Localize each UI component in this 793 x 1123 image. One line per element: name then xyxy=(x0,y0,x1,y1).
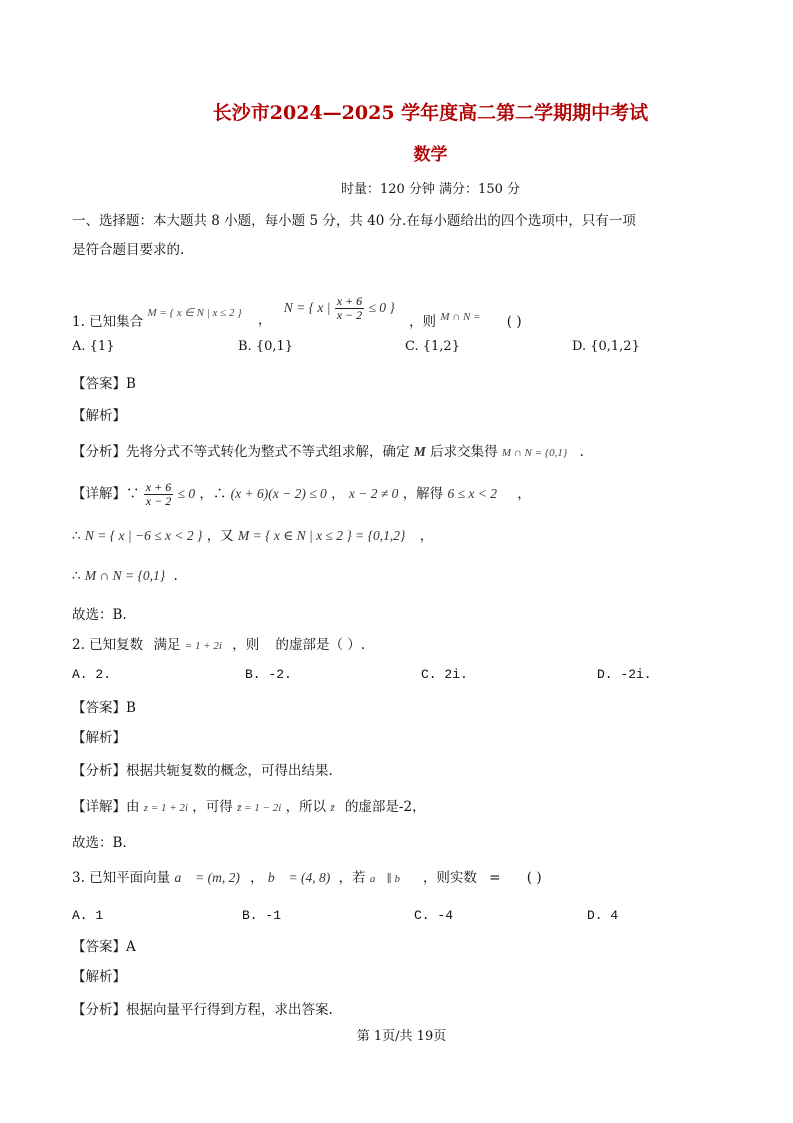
q3-if: ，若 xyxy=(338,870,366,886)
q1-option-a: A. {1} xyxy=(72,339,115,354)
q1-detail-d: ， xyxy=(331,486,345,502)
q1-detail-a: ≤ 0 xyxy=(177,486,196,501)
q1-analysis xyxy=(72,442,584,463)
question-1 xyxy=(72,296,522,336)
q1-paren: ( ) xyxy=(506,314,522,330)
q2-detail-c: ，可得 xyxy=(192,799,233,815)
q3-comma: ， xyxy=(250,870,264,886)
q3-prefix: 3. 已知平面向量 xyxy=(72,870,171,886)
q2-choice: 故选：B. xyxy=(72,835,127,851)
q1-detail-label: 【详解】∵ xyxy=(72,486,140,502)
q3-vec-b: b⃗ = (4, 8) xyxy=(267,870,331,885)
q1-detail xyxy=(72,476,531,512)
q2-then: ，则 xyxy=(232,637,260,653)
q2-option-c: C. 2i. xyxy=(421,667,468,682)
q1-line2-a: ∴ xyxy=(72,528,81,544)
q2-option-a: A. 2. xyxy=(72,667,112,682)
q1-choice: 故选：B. xyxy=(72,607,127,623)
section-heading-line2: 是符合题目要求的. xyxy=(72,242,185,258)
q1-detail-h: ， xyxy=(517,486,531,502)
q3-answer: 【答案】A xyxy=(72,939,136,955)
q1-line3-b: M ∩ N = {0,1} xyxy=(84,568,166,583)
q2-option-d: D. -2i. xyxy=(597,667,652,682)
q1-analysis-mid: 后求交集得 xyxy=(430,444,498,460)
q2-option-b: B. -2. xyxy=(245,667,292,682)
question-3 xyxy=(72,868,542,889)
q2-tail: 的虚部是（ ）. xyxy=(275,637,366,653)
q1-line3-c: . xyxy=(173,568,178,584)
q3-option-c: C. -4 xyxy=(414,908,454,923)
q1-line3-a: ∴ xyxy=(72,568,81,584)
q1-analysis-expr: M ∩ N = {0,1} xyxy=(501,447,568,459)
q1-prefix: 1. 已知集合 xyxy=(72,314,144,330)
q1-detail-line3 xyxy=(72,566,178,586)
q1-line2-e: ， xyxy=(419,528,434,544)
q1-detail-line2 xyxy=(72,526,433,546)
q1-set-n-right: ≤ 0 } xyxy=(368,300,395,315)
q2-detail-a: 【详解】由 xyxy=(72,799,140,815)
q1-detail-fraction xyxy=(144,481,173,508)
q3-option-b: B. -1 xyxy=(242,908,282,923)
question-2 xyxy=(72,635,365,656)
q2-answer: 【答案】B xyxy=(72,700,136,716)
q1-frac-num: x + 6 xyxy=(336,294,363,308)
q2-detail-d: z̄ = 1 − 2i xyxy=(237,802,282,814)
q3-option-a: A. 1 xyxy=(72,908,104,923)
q3-then: ，则实数 xyxy=(422,870,477,886)
q2-detail-g: 的虚部是-2， xyxy=(344,799,426,815)
q1-comma: ， xyxy=(257,312,272,328)
q3-analysis: 【分析】根据向量平行得到方程，求出答案. xyxy=(72,1002,333,1018)
q1-set-m: M = { x ∈ N | x ≤ 2 } xyxy=(147,307,242,319)
q1-answer: 【答案】B xyxy=(72,376,136,392)
q1-then: ，则 xyxy=(409,314,437,330)
q1-detail-f: ，解得 xyxy=(402,486,444,502)
q1-detail-b: ，∴ xyxy=(199,486,227,502)
q1-option-d: D. {0,1,2} xyxy=(572,339,640,354)
q1-detail-e: x − 2 ≠ 0 xyxy=(348,486,399,501)
q2-analysis: 【分析】根据共轭复数的概念，可得出结果. xyxy=(72,763,333,779)
q3-paren: ( ) xyxy=(526,870,542,886)
q1-fraction xyxy=(335,295,364,322)
q2-detail-f: z̄ xyxy=(330,802,335,814)
q1-analysis-m: M xyxy=(413,444,426,459)
section-heading-line1: 一、选择题：本大题共 8 小题，每小题 5 分，共 40 分.在每小题给出的四个选项中，只有一项 xyxy=(72,213,636,229)
q3-parallel: a⃗ ∥ b⃗ xyxy=(369,873,409,885)
q1-analysis-label: 【解析】 xyxy=(72,408,126,424)
q2-detail xyxy=(72,797,426,818)
page-footer: 第 1页/共 19页 xyxy=(356,1029,447,1044)
subject-title: 数学 xyxy=(413,145,448,165)
q2-mid: 满足 xyxy=(153,637,181,653)
q1-frac-den: x − 2 xyxy=(336,308,363,322)
q1-detail-frac-num: x + 6 xyxy=(145,480,172,494)
q1-option-b: B. {0,1} xyxy=(238,339,294,354)
q1-set-n xyxy=(284,288,395,328)
q1-analysis-text: 【分析】先将分式不等式转化为整式不等式组求解，确定 xyxy=(72,444,410,460)
q3-eq: = xyxy=(489,870,501,886)
q1-detail-g: 6 ≤ x < 2 xyxy=(447,486,497,501)
q1-option-c: C. {1,2} xyxy=(405,339,460,354)
q2-prefix: 2. 已知复数 xyxy=(72,637,144,653)
q2-analysis-label: 【解析】 xyxy=(72,730,126,746)
q1-set-n-left: N = { x | xyxy=(283,300,331,315)
q1-detail-c: (x + 6)(x − 2) ≤ 0 xyxy=(230,486,327,501)
q1-line2-b: N = { x | −6 ≤ x < 2 } xyxy=(84,528,203,543)
q1-line2-d: M = { x ∈ N | x ≤ 2 } = {0,1,2} xyxy=(237,528,406,543)
q1-line2-c: ，又 xyxy=(206,528,234,544)
q3-vec-a: a⃗ = (m, 2) xyxy=(174,870,240,885)
time-info: 时量：120 分钟 满分：150 分 xyxy=(340,182,521,197)
q3-analysis-label: 【解析】 xyxy=(72,969,126,985)
q2-detail-e: ，所以 xyxy=(285,799,327,815)
q1-analysis-end: . xyxy=(579,444,584,460)
page-title: 长沙市2024—2025 学年度高二第二学期期中考试 xyxy=(212,102,649,124)
q2-detail-b: z = 1 + 2i xyxy=(143,802,188,814)
q1-detail-frac-den: x − 2 xyxy=(145,494,172,508)
q2-expr: = 1 + 2i xyxy=(184,640,222,652)
q3-option-d: D. 4 xyxy=(587,908,619,923)
q1-expr: M ∩ N = xyxy=(440,311,481,323)
